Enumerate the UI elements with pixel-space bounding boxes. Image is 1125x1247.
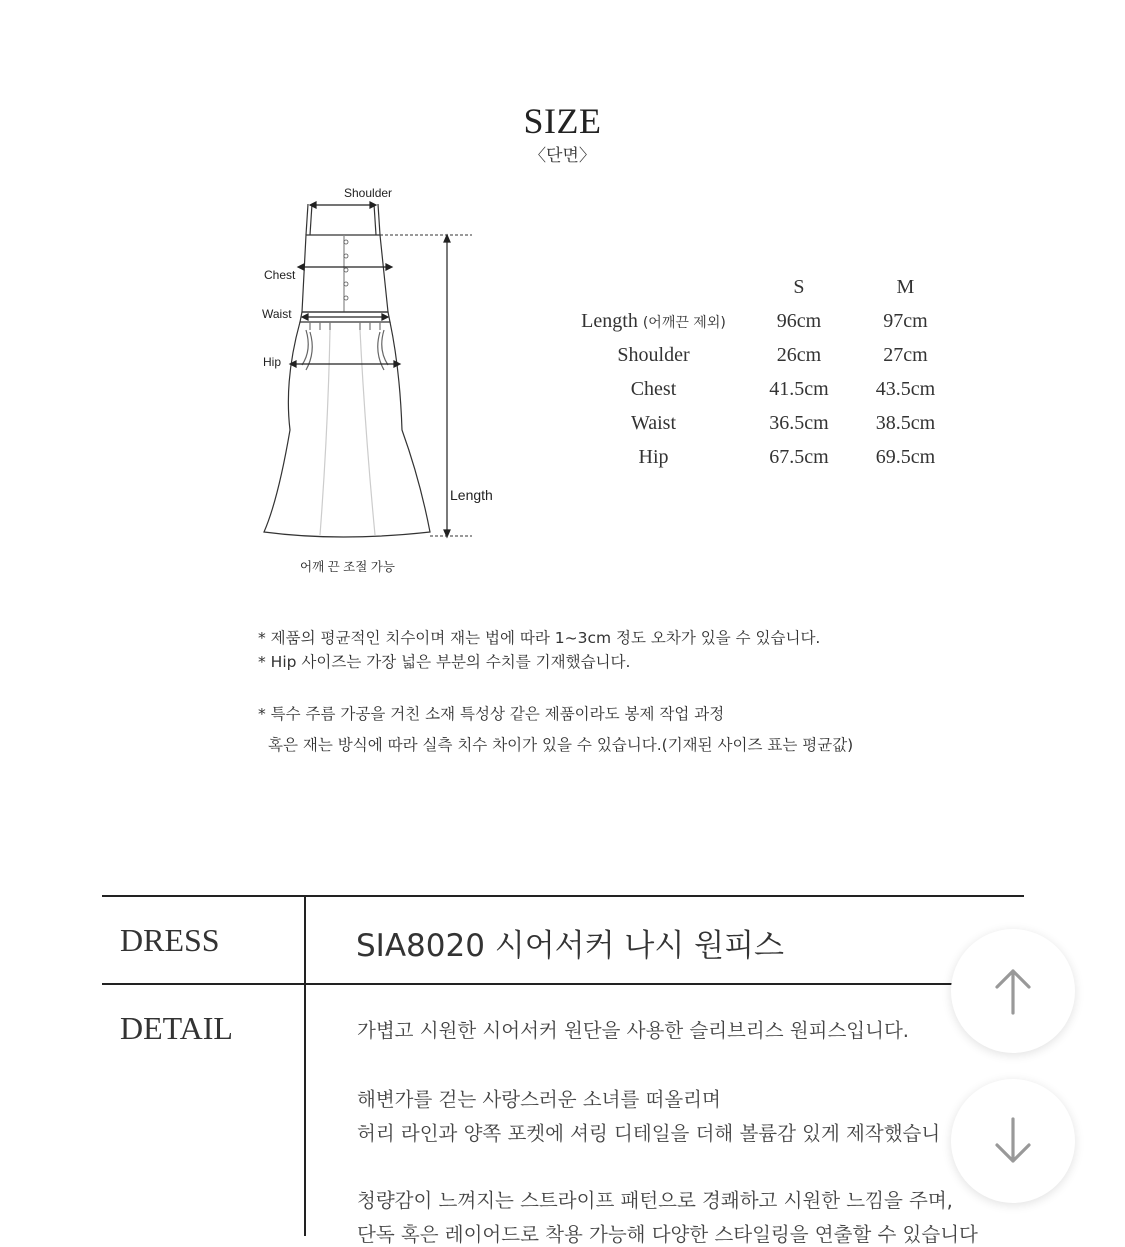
size-row-label-text: Length [581,309,638,332]
size-table-header [560,270,960,304]
info-table-row-divider [102,983,1024,985]
size-value-m: 38.5cm [875,411,936,434]
size-value-m: 43.5cm [875,377,936,400]
product-name: SIA8020 시어서커 나시 원피스 [356,928,784,964]
diagram-caption: 어깨 끈 조절 가능 [300,560,395,574]
size-row-label [560,304,747,338]
size-note: 혹은 재는 방식에 따라 실측 치수 차이가 있을 수 있습니다.(기재된 사이즈 표는 평균값) [268,736,854,754]
dress-label: DRESS [120,922,220,958]
size-row-length [560,304,960,338]
size-row-label: Shoulder [617,343,690,366]
size-title: SIZE [523,101,602,141]
scroll-up-button[interactable] [951,929,1075,1053]
info-table-column-divider [304,897,306,1236]
size-value-s: 67.5cm [769,445,829,468]
size-row-label: Hip [638,445,669,468]
dress-diagram [240,180,520,580]
info-table-top-rule [102,895,1024,897]
size-value-m: 69.5cm [875,445,936,468]
size-row-label-note: (어깨끈 제외) [642,314,726,331]
size-row-chest [560,372,960,406]
size-subtitle: 〈단면〉 [529,146,596,166]
size-row-hip [560,440,960,474]
detail-text-line: 허리 라인과 양쪽 포켓에 셔링 디테일을 더해 볼륨감 있게 제작했습니 [357,1122,941,1145]
diagram-label-waist: Waist [262,307,292,321]
diagram-label-shoulder: Shoulder [344,186,393,200]
size-note: * 제품의 평균적인 치수이며 재는 법에 따라 1~3cm 정도 오차가 있을 수 있습니다. [258,629,821,647]
diagram-label-chest: Chest [264,268,296,282]
size-row-shoulder [560,338,960,372]
size-value-s: 96cm [776,309,822,332]
size-column-s: S [793,275,805,298]
size-note: * 특수 주름 가공을 거친 소재 특성상 같은 제품이라도 봉제 작업 과정 [258,705,725,723]
size-value-m: 27cm [883,343,928,366]
detail-text-line: 단독 혹은 레이어드로 착용 가능해 다양한 스타일링을 연출할 수 있습니다 [357,1223,978,1246]
size-table-corner [560,270,747,304]
size-value-m: 97cm [883,309,928,332]
diagram-label-hip: Hip [263,355,282,369]
size-table [560,270,960,474]
arrow-up-icon [991,965,1035,1017]
diagram-label-length: Length [450,487,493,503]
arrow-down-icon [991,1115,1035,1167]
detail-text-line: 해변가를 걷는 사랑스러운 소녀를 떠올리며 [357,1088,721,1111]
size-value-s: 36.5cm [769,411,829,434]
size-note: * Hip 사이즈는 가장 넓은 부분의 수치를 기재했습니다. [258,653,631,671]
size-row-label: Chest [630,377,677,400]
detail-label: DETAIL [120,1010,233,1046]
size-column-m: M [896,275,915,298]
detail-text-line: 청량감이 느껴지는 스트라이프 패턴으로 경쾌하고 시원한 느낌을 주며, [357,1189,953,1212]
size-row-label: Waist [630,411,677,434]
detail-text-line: 가볍고 시원한 시어서커 원단을 사용한 슬리브리스 원피스입니다. [357,1019,909,1042]
size-value-s: 41.5cm [769,377,829,400]
dress-diagram-illustration [240,180,520,580]
size-row-waist [560,406,960,440]
size-value-s: 26cm [776,343,822,366]
scroll-down-button[interactable] [951,1079,1075,1203]
